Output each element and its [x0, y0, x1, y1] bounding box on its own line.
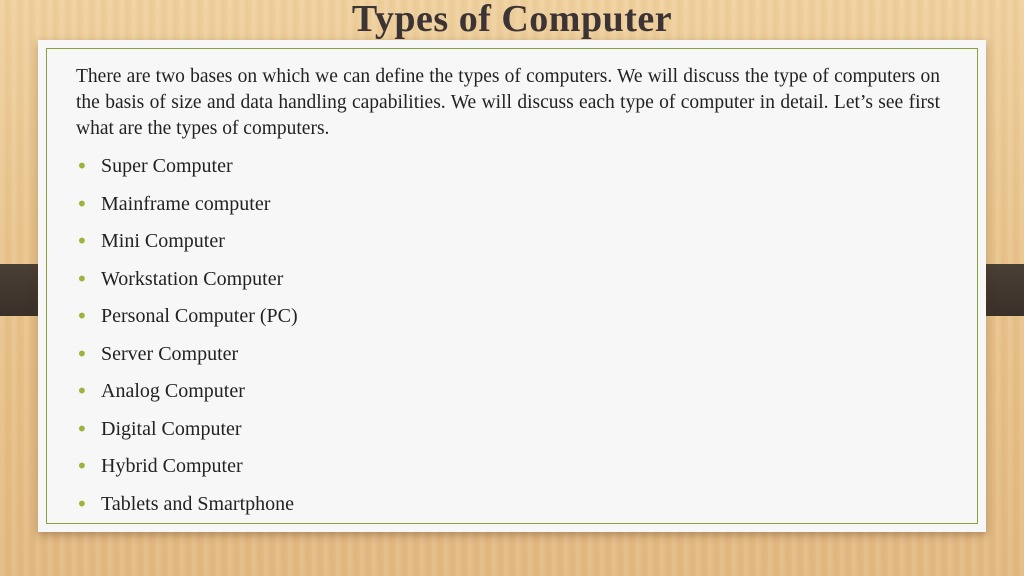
content-body [76, 64, 940, 523]
list-item [76, 486, 940, 524]
computer-types-list [76, 148, 940, 523]
list-item [76, 336, 940, 374]
list-item [76, 298, 940, 336]
list-item-label: Digital Computer [101, 417, 242, 440]
list-item [76, 186, 940, 224]
bullet-icon: • [76, 454, 88, 478]
bullet-icon: • [76, 266, 88, 291]
list-item-label: Hybrid Computer [101, 455, 243, 477]
list-item [76, 223, 940, 261]
list-item [76, 148, 940, 186]
list-item-label: Server Computer [101, 342, 239, 365]
list-item-label: Mini Computer [101, 230, 225, 252]
bullet-icon: • [76, 491, 88, 516]
content-card [38, 40, 986, 532]
intro-paragraph: There are two bases on which we can define the types of computers. We will discuss the type of computers on the basis of size and data handling capabilities. We will discuss each type of computer in detail. Let’s see first what are the types of computers. [76, 66, 940, 139]
list-item-label: Workstation Computer [101, 267, 284, 290]
slide-title: Types of Computer [351, 0, 673, 40]
bullet-icon: • [76, 379, 88, 403]
list-item-label: Super Computer [101, 155, 233, 177]
list-item-label: Mainframe computer [101, 192, 271, 215]
list-item [76, 411, 940, 449]
bullet-icon: • [76, 191, 88, 216]
list-item-label: Analog Computer [101, 380, 245, 402]
bullet-icon: • [76, 304, 88, 328]
list-item [76, 448, 940, 486]
list-item-label: Tablets and Smartphone [101, 492, 294, 515]
bullet-icon: • [76, 416, 88, 441]
list-item [76, 261, 940, 299]
list-item-label: Personal Computer (PC) [101, 305, 298, 327]
bullet-icon: • [76, 341, 88, 366]
list-item [76, 373, 940, 411]
bullet-icon: • [76, 229, 88, 253]
bullet-icon: • [76, 154, 88, 178]
